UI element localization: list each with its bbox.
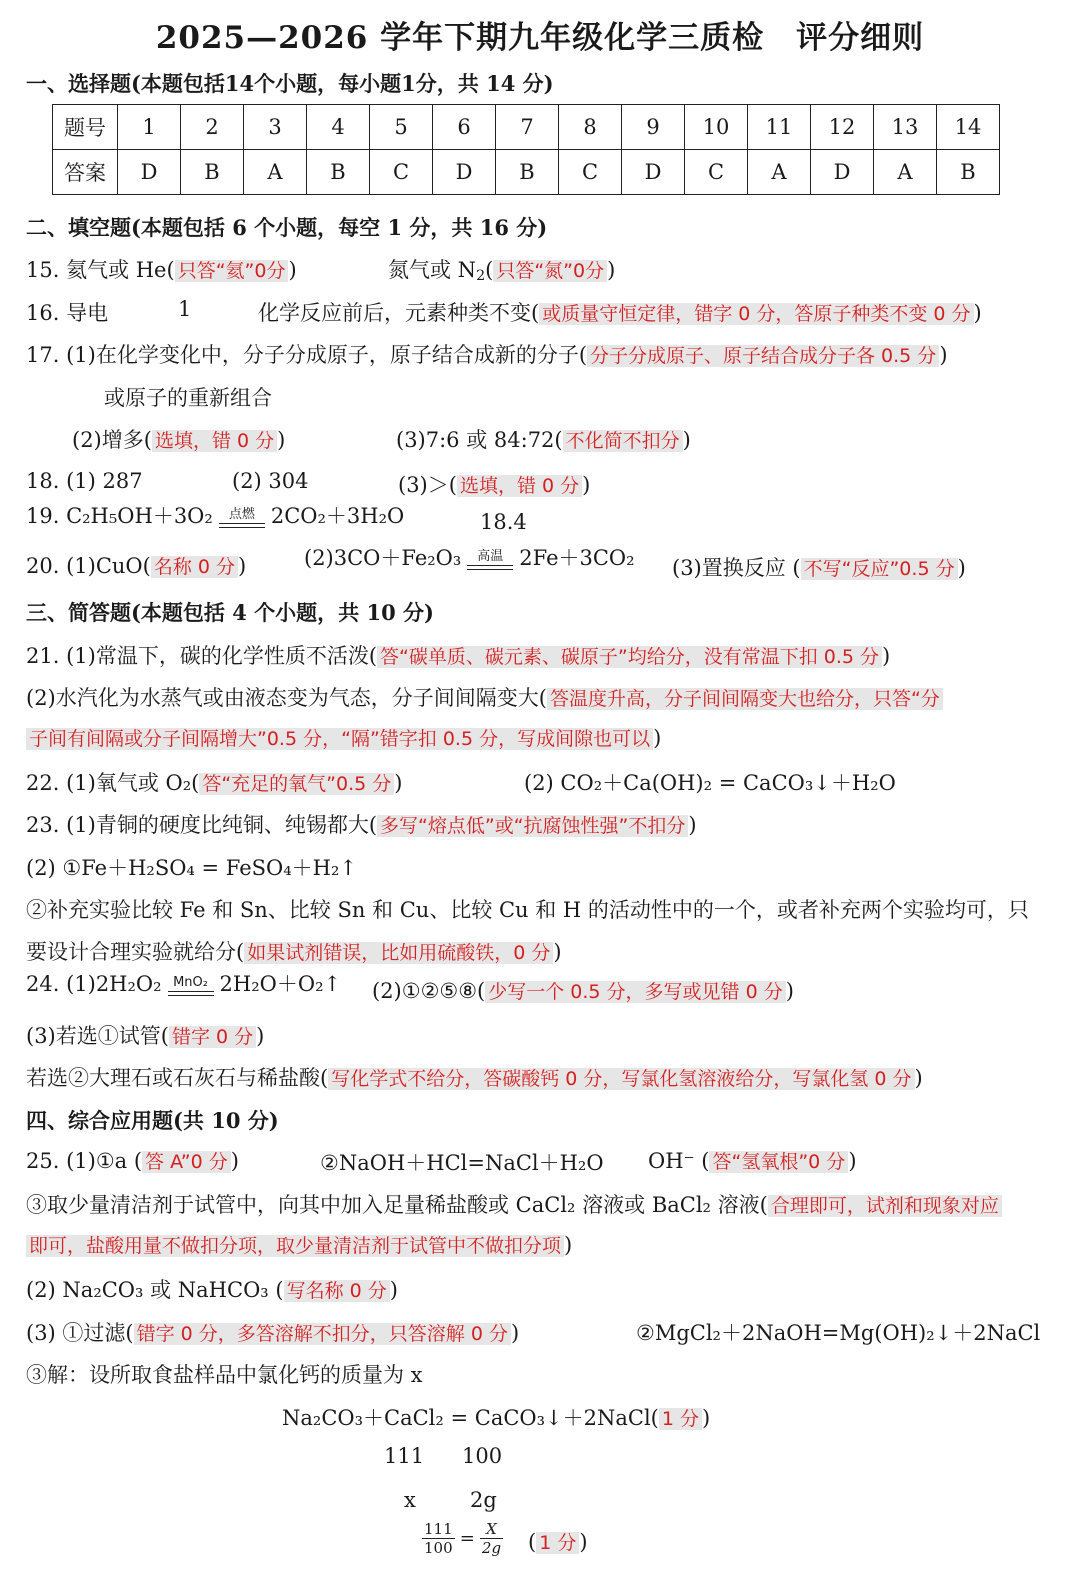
scoring-note: 分子分成原子、原子结合成分子各 0.5 分 [587,345,939,367]
answer-line-22b: (2) CO₂＋Ca(OH)₂ = CaCO₃↓＋H₂O [524,771,896,795]
reaction-condition-arrow: MnO₂ [168,976,214,996]
table-cell: D [811,150,874,195]
scoring-note: 错字 0 分，多答溶解不扣分，只答溶解 0 分 [134,1323,511,1345]
table-cell: 10 [685,105,748,150]
mass-value-cacl2: 111 [384,1444,425,1468]
scoring-note: 子间有间隔或分子间隔增大”0.5 分，“隔”错字扣 0.5 分，写成间隙也可以 [26,728,653,750]
answer-line-24-1: 24. (1)2H₂O₂ MnO₂ 2H₂O＋O₂↑ [26,972,342,996]
scoring-note: 写化学式不给分，答碳酸钙 0 分，写氯化氢溶液给分，写氯化氢 0 分 [328,1068,914,1090]
answer-line-23-2: (2) ①Fe＋H₂SO₄ = FeSO₄＋H₂↑ [26,856,357,880]
answer-line-24-2: (2)①②⑤⑧( 少写一个 0.5 分，多写或见错 0 分 ) [372,979,794,1003]
scoring-note: 多写“熔点低”或“抗腐蚀性强”不扣分 [377,815,688,837]
answer-line-15: 15. 氦气或 He( 只答“氦”0分 ) [26,258,297,282]
answer-line-25-10: ( 1 分 ) [528,1530,588,1554]
answer-line-20c: (3)置换反应 ( 不写“反应”0.5 分 ) [672,556,966,580]
table-cell: D [433,150,496,195]
answer-line-19b: 18.4 [480,510,527,534]
table-cell: A [748,150,811,195]
answer-line-25-6: ③解：设所取食盐样品中氯化钙的质量为 x [26,1363,423,1387]
section-heading-applied: 四、综合应用题(共 10 分) [26,1108,279,1133]
mass-value-caco3: 100 [462,1444,503,1468]
table-cell: B [496,150,559,195]
answer-line-23-1: 23. (1)青铜的硬度比纯铜、纯锡都大( 多写“熔点低”或“抗腐蚀性强”不扣分 ) [26,813,697,837]
answer-table [52,104,1000,195]
table-cell: 11 [748,105,811,150]
table-header-a: 答案 [53,150,118,195]
answer-line-25-1a: 25. (1)①a ( 答 A”0 分 ) [26,1149,239,1173]
answer-line-17-1: 17. (1)在化学变化中，分子分成原子，原子结合成新的分子( 分子分成原子、原子结合成分子各 0.5 分 ) [26,343,948,367]
answer-line-23-3: ②补充实验比较 Fe 和 Sn、比较 Sn 和 Cu、比较 Cu 和 H 的活动性中的一个，或者补充两个实验均可，只 [26,898,1029,922]
table-cell: B [307,150,370,195]
table-cell: 8 [559,105,622,150]
scoring-note: 答 A”0 分 [142,1151,231,1173]
scoring-note: 名称 0 分 [151,556,238,578]
scoring-note: 如果试剂错误，比如用硫酸铁，0 分 [244,942,553,964]
scoring-note: 答“充足的氧气”0.5 分 [199,773,394,795]
answer-line-24-4: 若选②大理石或石灰石与稀盐酸( 写化学式不给分，答碳酸钙 0 分，写氯化氢溶液给分，写氯化氢 0 分 ) [26,1066,923,1090]
scoring-note: 选填，错 0 分 [152,430,277,452]
table-cell: 14 [937,105,1000,150]
answer-line-20b: (2)3CO＋Fe₂O₃ 高温 2Fe＋3CO₂ [304,546,635,570]
scoring-note: 写名称 0 分 [284,1280,390,1302]
answer-line-25-7: Na₂CO₃＋CaCl₂ = CaCO₃↓＋2NaCl( 1 分 ) [282,1406,711,1430]
table-cell: D [622,150,685,195]
table-cell: A [244,150,307,195]
answer-line-20a: 20. (1)CuO( 名称 0 分 ) [26,554,247,578]
scoring-note: 合理即可，试剂和现象对应 [768,1195,1002,1217]
scoring-note: 1 分 [659,1408,702,1430]
answer-line-21-1: 21. (1)常温下，碳的化学性质不活泼( 答“碳单质、碳元素、碳原子”均给分，没有常温下扣 0.5 分 ) [26,644,891,668]
table-cell: 12 [811,105,874,150]
table-cell: C [370,150,433,195]
scoring-note: 只答“氮”0分 [493,260,607,282]
table-cell: A [874,150,937,195]
table-cell: 5 [370,105,433,150]
answer-line-16b: 1 [178,297,192,321]
fraction-right: $\frac{X}{2g}$ [481,1520,502,1557]
reaction-condition-arrow: 点燃 [219,508,265,528]
scoring-note: 选填，错 0 分 [457,475,582,497]
answer-line-25-2: ③取少量清洁剂于试管中，向其中加入足量稀盐酸或 CaCl₂ 溶液或 BaCl₂ 溶液( 合理即可，试剂和现象对应 [26,1189,1002,1219]
answer-line-15b: 氮气或 $N_2$( 只答“氮”0分 ) [388,258,616,284]
answer-line-25-5b: ②MgCl₂＋2NaOH=Mg(OH)₂↓＋2NaCl [636,1321,1041,1345]
scoring-note: 即可，盐酸用量不做扣分项，取少量清洁剂于试管中不做扣分项 [26,1235,564,1257]
answer-line-25-1b: ②NaOH＋HCl=NaCl＋H₂O [320,1151,604,1175]
table-cell: 1 [118,105,181,150]
table-row-answers [53,150,1000,195]
proportion-equation: $\frac{111}{100}$ = $\frac{X}{2g}$ [424,1520,502,1557]
answer-line-21-2: (2)水汽化为水蒸气或由液态变为气态，分子间间隔变大( 答温度升高，分子间间隔变大也给分，只答“分 [26,682,943,712]
scoring-note: 少写一个 0.5 分，多写或见错 0 分 [485,981,785,1003]
scoring-note: 错字 0 分 [169,1026,256,1048]
answer-line-25-4: (2) Na₂CO₃ 或 NaHCO₃ ( 写名称 0 分 ) [26,1278,398,1302]
answer-line-23-4: 要设计合理实验就给分( 如果试剂错误，比如用硫酸铁，0 分 ) [26,940,562,964]
table-cell: 4 [307,105,370,150]
mass-unknown-x: x [404,1488,416,1512]
table-cell: C [685,150,748,195]
table-cell: 2 [181,105,244,150]
table-cell: D [118,150,181,195]
answer-line-25-5a: (3) ①过滤( 错字 0 分，多答溶解不扣分，只答溶解 0 分 ) [26,1321,520,1345]
table-cell: C [559,150,622,195]
scoring-note: 1 分 [536,1532,579,1554]
page-title: 2025—2026 学年下期九年级化学三质检 评分细则 [155,20,925,56]
mass-known-2g: 2g [470,1488,497,1512]
table-cell: 6 [433,105,496,150]
table-row-numbers [53,105,1000,150]
answer-line-22a: 22. (1)氧气或 O₂( 答“充足的氧气”0.5 分 ) [26,771,403,795]
scoring-note: 答“氢氧根”0 分 [709,1151,848,1173]
answer-line-18c: (3)＞( 选填，错 0 分 ) [398,473,591,497]
answer-line-17-1b: 或原子的重新组合 [104,386,272,410]
section-heading-fill: 二、填空题(本题包括 6 个小题，每空 1 分，共 16 分) [26,215,548,240]
answer-line-16c: 化学反应前后，元素种类不变( 或质量守恒定律，错字 0 分，答原子种类不变 0 分 ) [258,301,982,325]
answer-line-17-2: (2)增多( 选填，错 0 分 ) [72,428,286,452]
scoring-note: 答温度升高，分子间间隔变大也给分，只答“分 [547,688,943,710]
answer-line-17-3: (3)7:6 或 84:72( 不化简不扣分 ) [396,428,691,452]
answer-line-16a: 16. 导电 [26,301,109,325]
answer-line-21-2b: 子间有间隔或分子间隔增大”0.5 分，“隔”错字扣 0.5 分，写成间隙也可以 ) [26,724,661,751]
scoring-note: 只答“氦”0分 [175,260,289,282]
scoring-note: 或质量守恒定律，错字 0 分，答原子种类不变 0 分 [539,303,973,325]
answer-line-25-3: 即可，盐酸用量不做扣分项，取少量清洁剂于试管中不做扣分项 ) [26,1231,572,1258]
table-cell: B [937,150,1000,195]
table-cell: B [181,150,244,195]
scoring-note: 不写“反应”0.5 分 [801,558,958,580]
table-header-q: 题号 [53,105,118,150]
answer-line-25-1c: OH⁻ ( 答“氢氧根”0 分 ) [648,1149,857,1173]
table-cell: 13 [874,105,937,150]
section-heading-short: 三、简答题(本题包括 4 个小题，共 10 分) [26,600,434,625]
fraction-left: $\frac{111}{100}$ [424,1520,453,1557]
answer-line-18a: 18. (1) 287 [26,469,143,493]
section-heading-choice: 一、选择题(本题包括14个小题，每小题1分，共 14 分) [26,71,554,96]
table-cell: 3 [244,105,307,150]
table-cell: 9 [622,105,685,150]
answer-line-24-3: (3)若选①试管( 错字 0 分 ) [26,1024,265,1048]
answer-line-18b: (2) 304 [232,469,309,493]
reaction-condition-arrow: 高温 [467,550,513,570]
scoring-note: 答“碳单质、碳元素、碳原子”均给分，没有常温下扣 0.5 分 [377,646,882,668]
answer-line-19: 19. C₂H₅OH＋3O₂ 点燃 2CO₂＋3H₂O [26,504,405,528]
table-cell: 7 [496,105,559,150]
scoring-note: 不化简不扣分 [563,430,683,452]
